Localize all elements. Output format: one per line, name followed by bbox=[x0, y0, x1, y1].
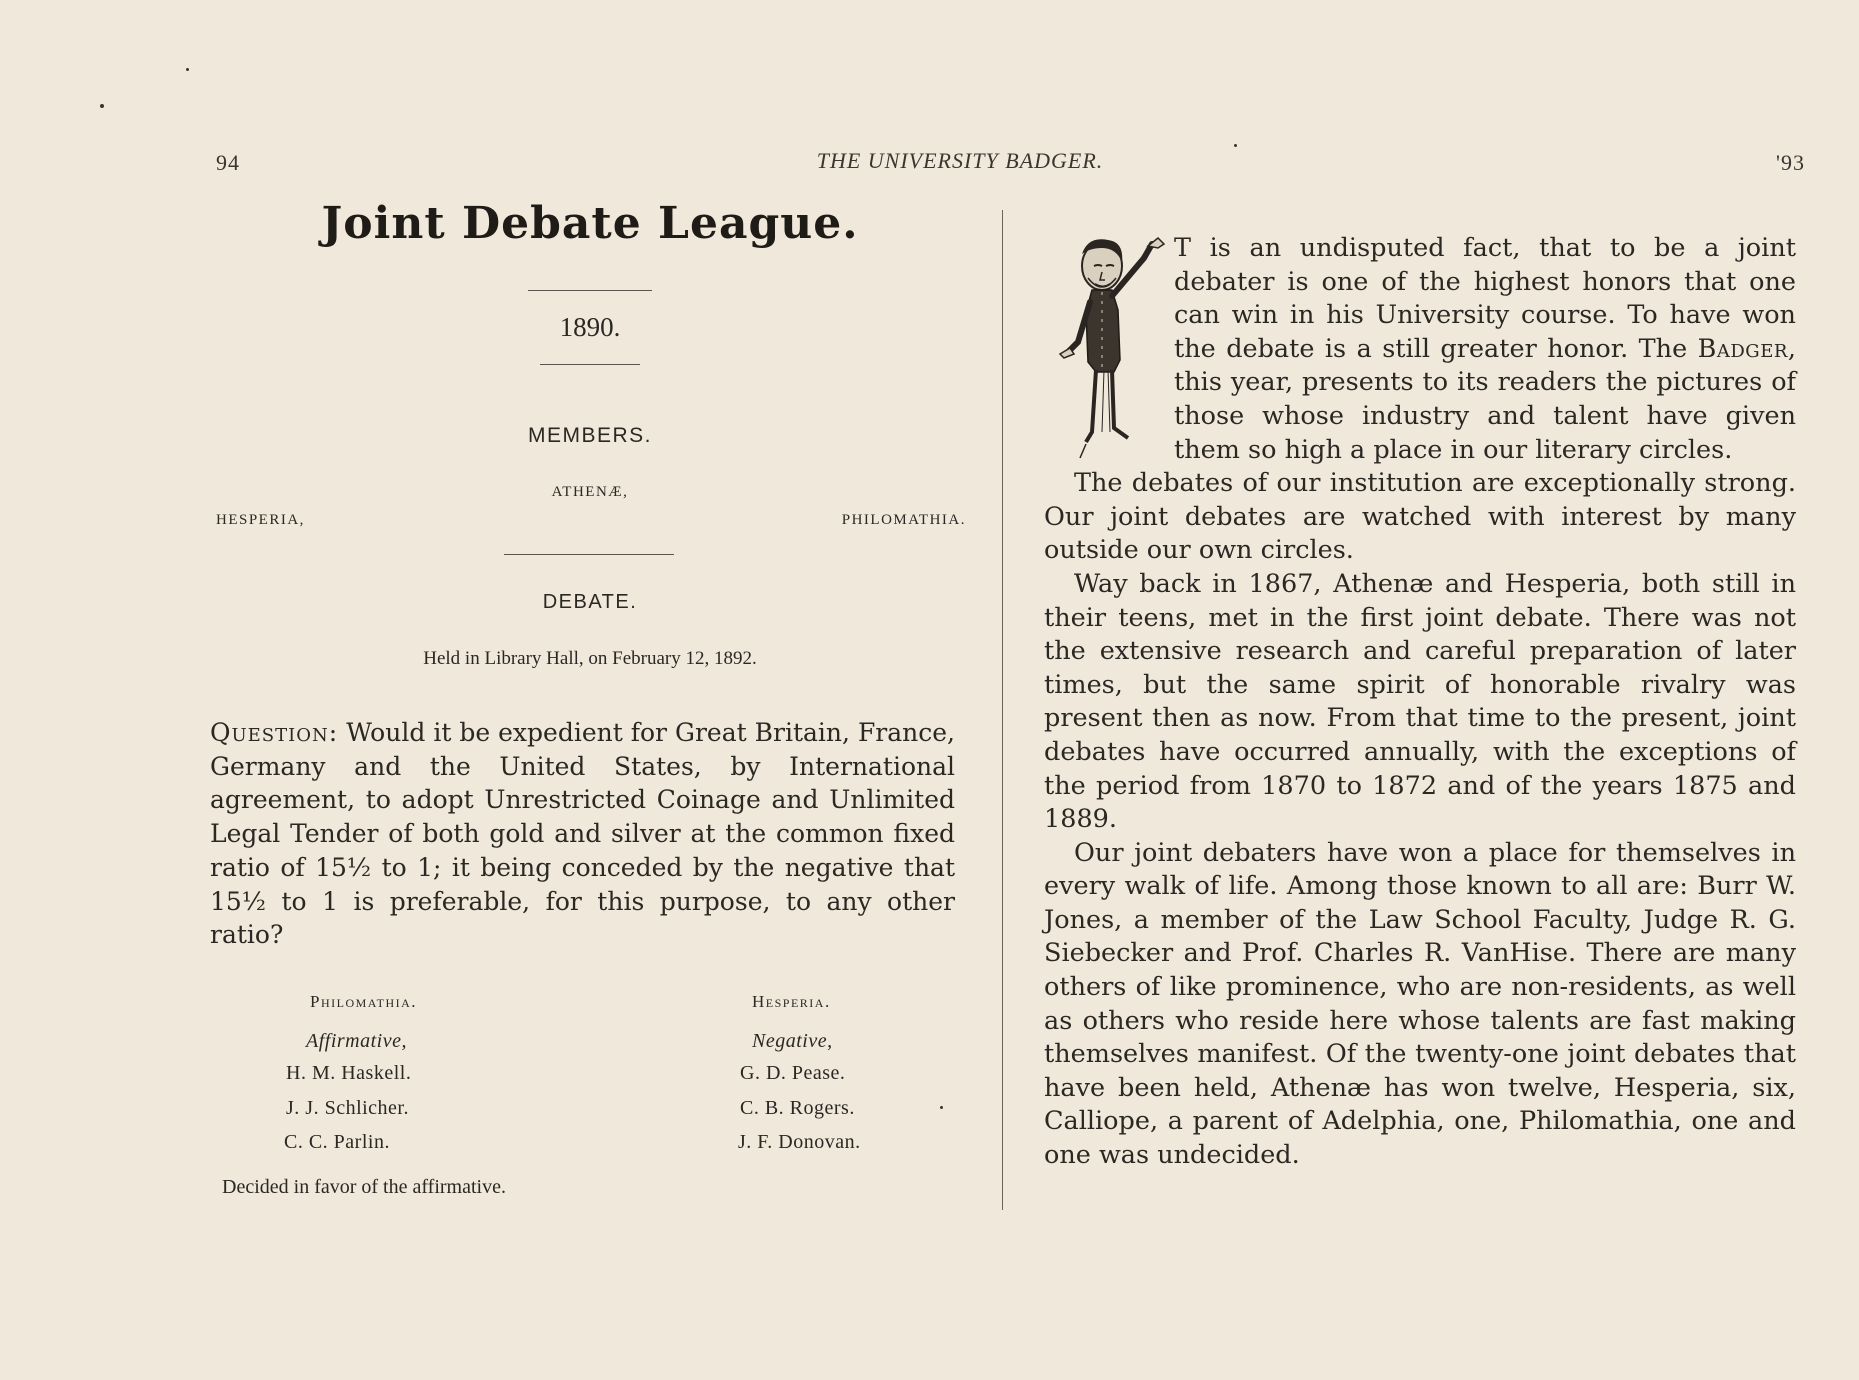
badger-smallcaps: Badger bbox=[1697, 333, 1788, 364]
paper-speck bbox=[100, 104, 104, 108]
divider-rule bbox=[504, 554, 674, 555]
member-philomathia: PHILOMATHIA. bbox=[841, 512, 966, 528]
team-society-hesperia: Hesperia. bbox=[752, 992, 831, 1011]
debate-question bbox=[210, 716, 955, 952]
debater-name: J. F. Donovan. bbox=[738, 1131, 861, 1153]
question-label: Question: bbox=[210, 718, 339, 747]
debate-decision: Decided in favor of the affirmative. bbox=[222, 1176, 506, 1198]
member-hesperia: HESPERIA, bbox=[216, 512, 305, 528]
paragraph-1: T is an undisputed fact, that to be a joint debater is one of the highest honors that one can win in his University course. To have won the debate is a still greater honor. The Badger, this year, presents to its readers the pictures of those whose industry and talent have given them so high a place in our literary circles. bbox=[1174, 233, 1796, 465]
divider-rule bbox=[540, 364, 640, 365]
paragraph-4: Our joint debaters have won a place for themselves in every walk of life. Among those known to all are: Burr W. Jones, a member of the Law School Faculty, Judge R. G. Siebecker and Prof. Charles R. VanHise. There are many others of like prominence, who are non-residents, as well as others who reside here whose talents are fast making themselves manifest. Of the twenty-one joint debates that have been held, Athenæ has won twelve, Hesperia, six, Calliope, a parent of Adelphia, one, Philomathia, one and one was undecided. bbox=[1044, 837, 1796, 1171]
team-society-philomathia: Philomathia. bbox=[310, 992, 418, 1011]
paragraph-3: Way back in 1867, Athenæ and Hesperia, both still in their teens, met in the first joint debate. There was not the extensive research and careful preparation of later times, but the same spirit of honorable rivalry was present then as now. From that time to the present, joint debates have occurred annually, with the exceptions of the period from 1870 to 1872 and of the years 1875 and 1889. bbox=[1044, 568, 1796, 835]
page-number: 94 bbox=[216, 150, 240, 175]
page-title: Joint Debate League. bbox=[321, 198, 859, 249]
debater-name: H. M. Haskell. bbox=[286, 1062, 412, 1084]
team-side-affirmative: Affirmative, bbox=[306, 1030, 407, 1052]
debater-name: G. D. Pease. bbox=[740, 1062, 846, 1084]
member-athenae: ATHENÆ, bbox=[551, 484, 629, 500]
ornamental-rule bbox=[528, 290, 652, 291]
paragraph-2: The debates of our institution are exceptionally strong. Our joint debates are watched with interest by many outside our own circles. bbox=[1044, 468, 1796, 566]
debater-name: C. C. Parlin. bbox=[284, 1131, 390, 1153]
team-side-negative: Negative, bbox=[752, 1030, 833, 1052]
debater-name: J. J. Schlicher. bbox=[286, 1097, 409, 1119]
article-text bbox=[1044, 232, 1796, 1173]
question-text: Would it be expedient for Great Britain, France, Germany and the United States, by International agreement, to adopt Unrestricted Coinage and Unlimited Legal Tender of both gold and silver at the common fixed ratio of 15½ to 1; it being conceded by the negative that 15½ to 1 is preferable, for this purpose, to any other ratio? bbox=[210, 718, 955, 950]
members-heading: MEMBERS. bbox=[527, 424, 652, 447]
debate-heading: DEBATE. bbox=[542, 591, 638, 613]
running-head-year: '93 bbox=[1776, 150, 1805, 175]
league-year: 1890. bbox=[559, 312, 621, 342]
paper-speck bbox=[186, 68, 189, 71]
paper-speck bbox=[940, 1106, 943, 1109]
debate-location-date: Held in Library Hall, on February 12, 1892. bbox=[423, 648, 757, 669]
debater-name: C. B. Rogers. bbox=[740, 1097, 855, 1119]
column-divider bbox=[1002, 210, 1003, 1210]
running-title: THE UNIVERSITY BADGER. bbox=[816, 148, 1104, 173]
paper-speck bbox=[1234, 144, 1237, 147]
